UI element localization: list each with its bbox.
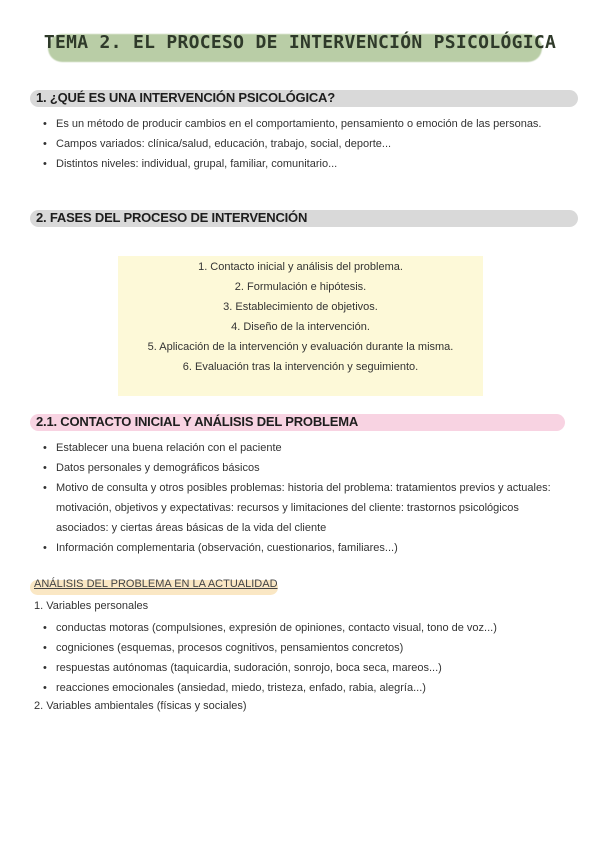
analysis-subheading: ANÁLISIS DEL PROBLEMA EN LA ACTUALIDAD bbox=[34, 578, 278, 590]
phase-item: 5. Aplicación de la intervención y evaluación durante la misma. bbox=[147, 341, 454, 353]
list-item: • Información complementaria (observación, cuestionarios, familiares...) bbox=[38, 538, 562, 558]
phases-list bbox=[118, 256, 483, 377]
list-item: • Establecer una buena relación con el paciente bbox=[38, 438, 562, 458]
phase-item: 4. Diseño de la intervención. bbox=[231, 321, 370, 333]
list-item: • Distintos niveles: individual, grupal, familiar, comunitario... bbox=[38, 154, 558, 174]
section-2-1-heading: 2.1. CONTACTO INICIAL Y ANÁLISIS DEL PROBLEMA bbox=[36, 414, 359, 429]
list-item: • Es un método de producir cambios en el comportamiento, pensamiento o emoción de las personas. bbox=[38, 114, 558, 134]
list-item: • reacciones emocionales (ansiedad, miedo, tristeza, enfado, rabia, alegría...) bbox=[38, 678, 568, 698]
section-1-list bbox=[38, 114, 558, 174]
phase-item: 3. Establecimiento de objetivos. bbox=[223, 301, 378, 313]
variables-personales-label: 1. Variables personales bbox=[34, 600, 149, 612]
list-item: • Datos personales y demográficos básicos bbox=[38, 458, 562, 478]
list-item: • Campos variados: clínica/salud, educación, trabajo, social, deporte... bbox=[38, 134, 558, 154]
analysis-list bbox=[38, 618, 568, 698]
analysis-subheading-block bbox=[30, 578, 278, 596]
page-title-block bbox=[40, 24, 560, 68]
page-title: TEMA 2. EL PROCESO DE INTERVENCIÓN PSICOLÓGICA bbox=[43, 32, 557, 53]
list-item: • respuestas autónomas (taquicardia, sudoración, sonrojo, boca seca, mareos...) bbox=[38, 658, 568, 678]
section-1-heading: 1. ¿QUÉ ES UNA INTERVENCIÓN PSICOLÓGICA? bbox=[36, 90, 335, 105]
variables-ambientales-label: 2. Variables ambientales (físicas y sociales) bbox=[34, 700, 247, 712]
phase-item: 1. Contacto inicial y análisis del problema. bbox=[198, 261, 403, 273]
list-item: • conductas motoras (compulsiones, expresión de opiniones, contacto visual, tono de voz...) bbox=[38, 618, 568, 638]
list-item: • Motivo de consulta y otros posibles problemas: historia del problema: tratamientos previos y actuales: motivación, objetivos y expectativas: recursos y limitaciones del cliente: trastornos psicológicos asociados: y ciertas áreas básicas de la vida del cliente bbox=[38, 478, 562, 538]
section-2-1-list bbox=[38, 438, 562, 558]
list-item: • cogniciones (esquemas, procesos cognitivos, pensamientos concretos) bbox=[38, 638, 568, 658]
phase-item: 6. Evaluación tras la intervención y seguimiento. bbox=[182, 361, 419, 373]
phase-item: 2. Formulación e hipótesis. bbox=[234, 281, 367, 293]
section-2-heading: 2. FASES DEL PROCESO DE INTERVENCIÓN bbox=[36, 210, 308, 225]
